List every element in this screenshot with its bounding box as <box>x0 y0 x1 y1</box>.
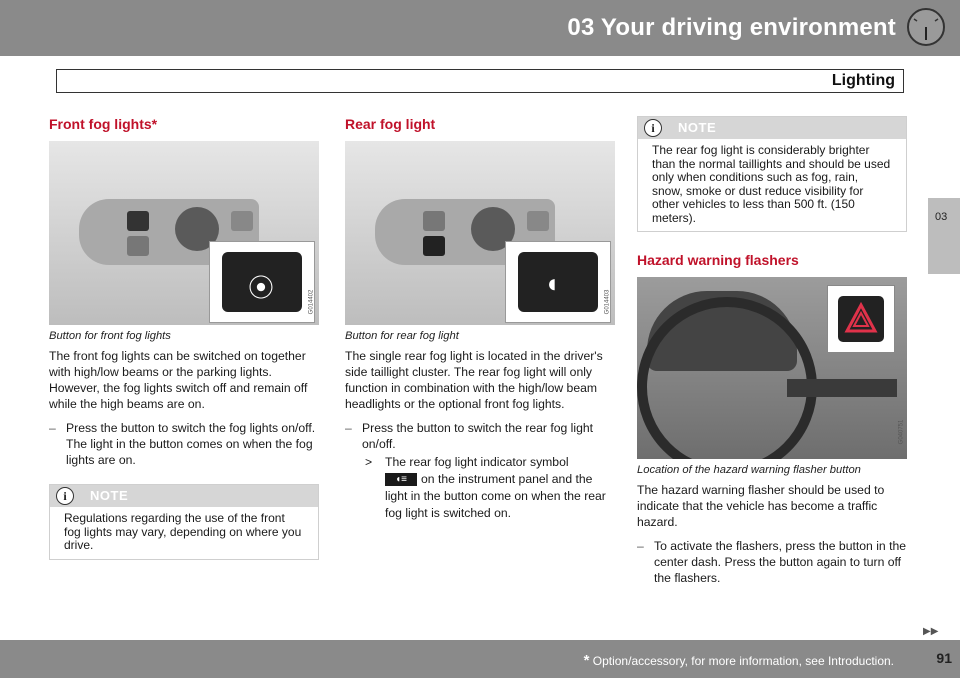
rear-fog-section <box>345 116 615 522</box>
section-title: Lighting <box>831 72 895 89</box>
rear-fog-inset <box>505 241 611 323</box>
sub-list-item: > The rear fog light indicator symbol ◖≡ on the instrument panel and the light in the button come on when the rear fog light is switched on. <box>365 455 606 520</box>
footer-note: * Option/accessory, for more information, see Introduction. <box>583 652 894 669</box>
info-icon: i <box>644 119 662 137</box>
note-text: Regulations regarding the use of the front fog lights may vary, depending on where you drive. <box>64 511 302 552</box>
page-footer <box>0 640 960 678</box>
list-item: – To activate the flashers, press the button in the center dash. Press the button again to turn off the flashers. <box>637 539 907 585</box>
note-label: NOTE <box>678 120 717 135</box>
chapter-tab-label: 03 <box>935 211 948 223</box>
hazard-triangle-icon <box>838 296 884 342</box>
note-box <box>49 484 319 560</box>
info-icon: i <box>56 487 74 505</box>
image-code: G014403 <box>604 289 611 315</box>
front-fog-section <box>49 116 319 560</box>
front-fog-paragraph: The front fog lights can be switched on together with high/low beams or the parking lights. However, the fog lights switch off and remain off while the high beams are on. <box>49 349 308 411</box>
front-fog-image <box>49 141 319 325</box>
rear-fog-indicator-icon: ◖≡ <box>385 473 417 486</box>
rear-fog-paragraph: The single rear fog light is located in the driver's side taillight cluster. The rear fog light will only function in combination with the high/low beam headlights or the optional front fog lights. <box>345 349 603 411</box>
rear-fog-heading: Rear fog light <box>345 116 436 132</box>
hazard-inset <box>827 285 895 353</box>
front-fog-heading: Front fog lights* <box>49 116 158 132</box>
note-label: NOTE <box>90 488 129 503</box>
section-bar <box>56 69 904 93</box>
list-item: – Press the button to switch the fog lights on/off. The light in the button comes on when the fog lights are on. <box>49 421 316 467</box>
hazard-image <box>637 277 907 459</box>
hazard-paragraph: The hazard warning flasher should be used to indicate that the vehicle has become a traffic hazard. <box>637 483 885 529</box>
rear-fog-image <box>345 141 615 325</box>
front-fog-inset <box>209 241 315 323</box>
rear-fog-light-icon: ◖ <box>544 268 560 298</box>
hazard-caption: Location of the hazard warning flasher button <box>637 464 861 476</box>
note-text: The rear fog light is considerably brighter than the normal taillights and should be used only when conditions such as fog, rain, snow, smoke or dust reduce visibility for other vehicles to less than 500 ft. (150 meters). <box>652 143 891 225</box>
image-code: G014402 <box>308 289 315 315</box>
front-fog-caption: Button for front fog lights <box>49 330 171 342</box>
chapter-header-bar <box>0 0 960 56</box>
front-fog-light-icon: ⦿ <box>248 273 275 303</box>
page-number: 91 <box>936 650 952 666</box>
right-column <box>637 116 907 586</box>
list-item: – Press the button to switch the rear fog light on/off. <box>345 421 594 451</box>
chapter-tab[interactable] <box>928 198 960 274</box>
hazard-heading: Hazard warning flashers <box>637 252 799 268</box>
speedometer-icon <box>906 7 946 47</box>
image-code: G040751 <box>898 419 905 445</box>
chapter-title: 03 Your driving environment <box>567 14 896 41</box>
note-box <box>637 116 907 232</box>
rear-fog-caption: Button for rear fog light <box>345 330 459 342</box>
next-page-arrow-icon[interactable]: ▶▶ <box>923 626 939 637</box>
